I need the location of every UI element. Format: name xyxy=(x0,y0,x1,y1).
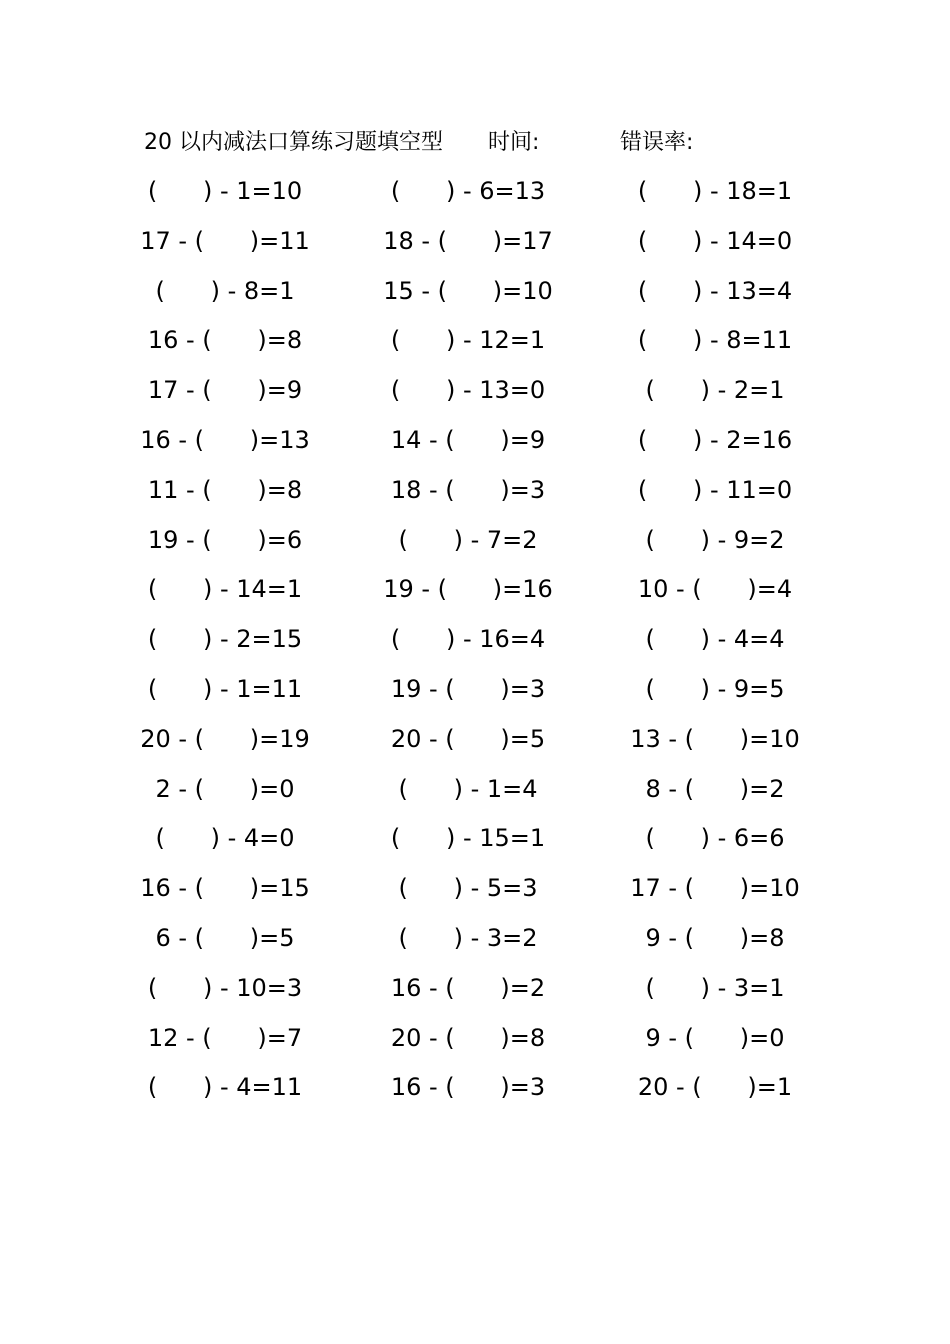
exercise-item: 11 - ( )=8 xyxy=(147,475,303,504)
exercise-item: 18 - ( )=17 xyxy=(383,226,553,255)
exercise-item: 9 - ( )=0 xyxy=(645,1023,785,1052)
exercise-item: 13 - ( )=10 xyxy=(630,724,800,753)
exercise-item: 8 - ( )=2 xyxy=(645,774,785,803)
exercise-item: 16 - ( )=13 xyxy=(140,425,310,454)
exercise-item: ( ) - 5=3 xyxy=(398,874,538,903)
exercise-row xyxy=(0,672,950,722)
exercise-item: ( ) - 15=1 xyxy=(390,824,546,853)
exercise-item: 19 - ( )=16 xyxy=(383,575,553,604)
exercise-item: 14 - ( )=9 xyxy=(390,425,546,454)
error-rate-label: 错误率: xyxy=(620,130,694,155)
exercise-item: ( ) - 7=2 xyxy=(398,525,538,554)
exercise-grid xyxy=(0,174,950,1120)
exercise-item: ( ) - 13=0 xyxy=(390,376,546,405)
exercise-item: ( ) - 12=1 xyxy=(390,326,546,355)
exercise-item: ( ) - 4=4 xyxy=(645,625,785,654)
exercise-row xyxy=(0,423,950,473)
exercise-row xyxy=(0,274,950,324)
exercise-item: 16 - ( )=2 xyxy=(390,973,546,1002)
exercise-item: ( ) - 1=11 xyxy=(147,674,303,703)
exercise-item: ( ) - 9=2 xyxy=(645,525,785,554)
exercise-item: ( ) - 14=1 xyxy=(147,575,303,604)
exercise-item: 20 - ( )=1 xyxy=(637,1073,793,1102)
exercise-item: 16 - ( )=8 xyxy=(147,326,303,355)
exercise-row xyxy=(0,622,950,672)
exercise-item: 9 - ( )=8 xyxy=(645,923,785,952)
exercise-item: ( ) - 1=10 xyxy=(147,177,303,205)
exercise-item: ( ) - 13=4 xyxy=(637,276,793,305)
worksheet-title: 20 以内减法口算练习题填空型 xyxy=(144,130,443,155)
exercise-item: 20 - ( )=5 xyxy=(390,724,546,753)
exercise-item: ( ) - 1=4 xyxy=(398,774,538,803)
exercise-item: ( ) - 8=11 xyxy=(637,326,793,355)
exercise-item: 6 - ( )=5 xyxy=(155,923,295,952)
exercise-item: ( ) - 16=4 xyxy=(390,625,546,654)
exercise-row xyxy=(0,772,950,822)
exercise-item: 20 - ( )=8 xyxy=(390,1023,546,1052)
exercise-item: 17 - ( )=10 xyxy=(630,874,800,903)
exercise-item: 17 - ( )=11 xyxy=(140,226,310,255)
exercise-item: ( ) - 2=16 xyxy=(637,425,793,454)
exercise-item: ( ) - 3=2 xyxy=(398,923,538,952)
exercise-item: 18 - ( )=3 xyxy=(390,475,546,504)
exercise-row xyxy=(0,1021,950,1071)
exercise-row xyxy=(0,323,950,373)
exercise-item: 19 - ( )=6 xyxy=(147,525,303,554)
exercise-item: 17 - ( )=9 xyxy=(147,376,303,405)
exercise-item: ( ) - 2=1 xyxy=(645,376,785,405)
exercise-row xyxy=(0,871,950,921)
exercise-row xyxy=(0,921,950,971)
exercise-item: 16 - ( )=3 xyxy=(390,1073,546,1102)
exercise-row xyxy=(0,224,950,274)
exercise-item: 16 - ( )=15 xyxy=(140,874,310,903)
exercise-row xyxy=(0,722,950,772)
exercise-row xyxy=(0,572,950,622)
exercise-row xyxy=(0,821,950,871)
exercise-item: 10 - ( )=4 xyxy=(637,575,793,604)
exercise-item: ( ) - 11=0 xyxy=(637,475,793,504)
exercise-item: 19 - ( )=3 xyxy=(390,674,546,703)
exercise-item: 12 - ( )=7 xyxy=(147,1023,303,1052)
exercise-item: ( ) - 10=3 xyxy=(147,973,303,1002)
exercise-item: 2 - ( )=0 xyxy=(155,774,295,803)
exercise-row xyxy=(0,373,950,423)
worksheet-header xyxy=(144,126,824,160)
exercise-item: ( ) - 6=13 xyxy=(390,177,546,205)
exercise-item: 20 - ( )=19 xyxy=(140,724,310,753)
exercise-item: ( ) - 2=15 xyxy=(147,625,303,654)
exercise-item: ( ) - 18=1 xyxy=(637,177,793,205)
exercise-row xyxy=(0,174,950,224)
exercise-row xyxy=(0,473,950,523)
exercise-item: 15 - ( )=10 xyxy=(383,276,553,305)
exercise-item: ( ) - 4=0 xyxy=(155,824,295,853)
exercise-row xyxy=(0,1070,950,1120)
exercise-row xyxy=(0,523,950,573)
exercise-row xyxy=(0,971,950,1021)
exercise-item: ( ) - 14=0 xyxy=(637,226,793,255)
exercise-item: ( ) - 6=6 xyxy=(645,824,785,853)
exercise-item: ( ) - 9=5 xyxy=(645,674,785,703)
exercise-item: ( ) - 8=1 xyxy=(155,276,295,305)
exercise-item: ( ) - 4=11 xyxy=(147,1073,303,1102)
time-label: 时间: xyxy=(488,130,540,155)
exercise-item: ( ) - 3=1 xyxy=(645,973,785,1002)
